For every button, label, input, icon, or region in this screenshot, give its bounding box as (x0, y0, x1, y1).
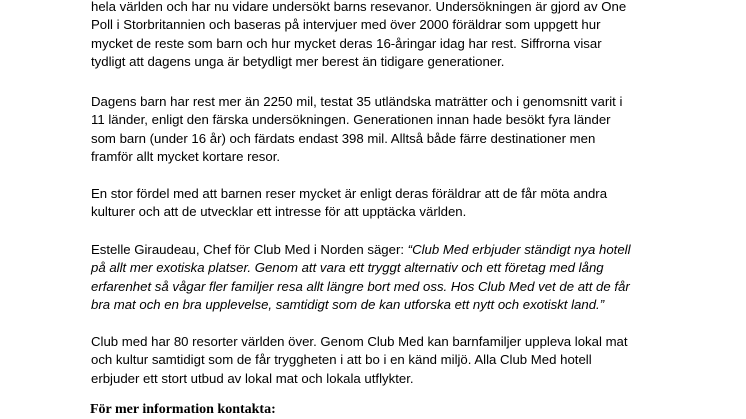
text-line: mycket de reste som barn och hur mycket deras 16-åringar idag har rest. Siffrorna visar (91, 35, 602, 51)
text-line: tydligt att dagens unga är betydligt mer berest än tidigare generationer. (91, 54, 505, 70)
text-line: Poll i Storbritannien och baseras på intervjuer med över 2000 föräldrar som uppgett hur (91, 17, 601, 33)
text-line (91, 241, 631, 259)
text-line: Dagens barn har rest mer än 2250 mil, testat 35 utländska maträtter och i genomsnitt varit i (91, 94, 623, 109)
text-line: kulturer och att de utvecklar ett intresse för att upptäcka världen. (91, 204, 467, 220)
text-line: som barn (under 16 år) och färdats endast 398 mil. Alltså både färre destinationer men (91, 130, 596, 146)
text-line: 11 länder, enligt den färska undersökningen. Generationen innan hade besökt fyra länder (91, 112, 611, 128)
paragraph-travel-statistics (91, 93, 622, 167)
quote-text: på allt mer exotiska platser. Genom att vara ett tryggt alternativ och ett företag med lång (91, 260, 604, 276)
quote-text: erfarenhet så vågar fler familjer resa allt längre bort med oss. Hos Club Med vet de att de får (91, 278, 630, 294)
paragraph-survey-intro (91, 0, 626, 72)
contact-heading: För mer information kontakta: (90, 402, 276, 417)
text-line: hela världen och har nu vidare undersökt barns resevanor. Undersökningen är gjord av One (91, 0, 627, 14)
quote-attribution: Estelle Giraudeau, Chef för Club Med i Norden säger: (91, 242, 408, 257)
text-line: Club med har 80 resorter världen över. Genom Club Med kan barnfamiljer uppleva lokal mat (91, 334, 628, 349)
paragraph-club-med-resorts (91, 333, 628, 388)
text-line: En stor fördel med att barnen reser mycket är enligt deras föräldrar att de får möta andra (91, 186, 608, 201)
text-line: erbjuder ett stort utbud av lokal mat och lokala utflykter. (91, 370, 414, 386)
text-line: och kultur samtidigt som de får tryggheten i att bo i en känd miljö. Alla Club Med hotell (91, 352, 592, 368)
paragraph-benefits (91, 185, 607, 222)
paragraph-quote (91, 241, 631, 315)
text-line: framför allt mycket kortare resor. (91, 149, 281, 165)
quote-text: “Club Med erbjuder ständigt nya hotell (407, 242, 631, 257)
quote-text: bra mat och en bra upplevelse, samtidigt som de kan utforska ett nytt och exotiskt land.” (91, 297, 605, 313)
